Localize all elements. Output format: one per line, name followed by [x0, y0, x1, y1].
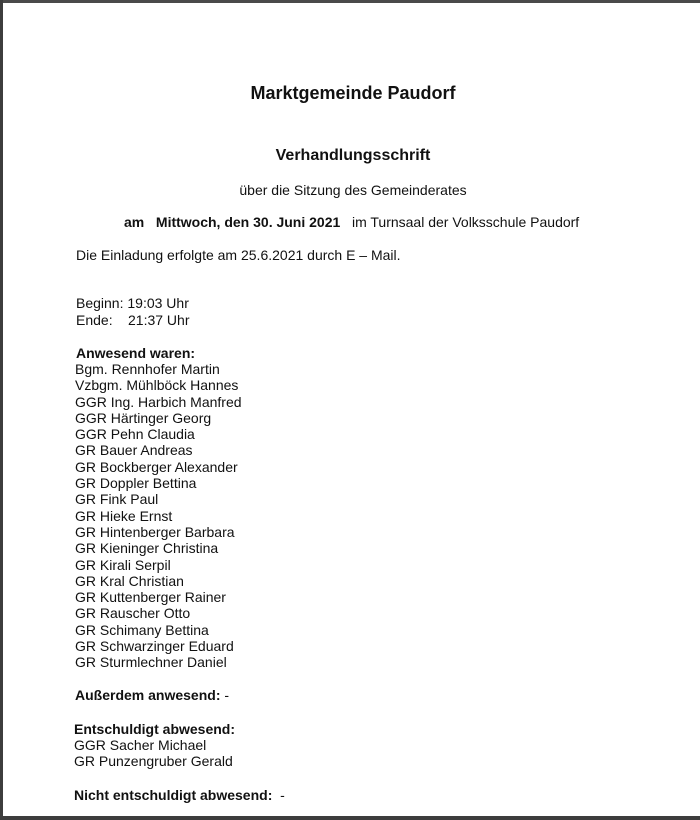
invitation-text: Die Einladung erfolgte am 25.6.2021 durch	[76, 247, 343, 263]
document-page	[3, 3, 700, 816]
list-item: GR Kirali Serpil	[75, 556, 171, 573]
meeting-location: im Turnsaal der Volksschule Paudorf	[351, 214, 580, 230]
list-item: GGR Ing. Harbich Manfred	[75, 393, 242, 410]
meeting-date: Mittwoch, den 30. Juni 2021	[155, 214, 341, 230]
list-item: GR Punzengruber Gerald	[74, 753, 233, 770]
list-item: GR Hintenberger Barbara	[75, 523, 235, 540]
begin-label: Beginn:	[76, 295, 124, 311]
list-item: GR Schwarzinger Eduard	[75, 638, 234, 655]
list-item: GGR Pehn Claudia	[75, 426, 195, 443]
list-item: GR Kral Christian	[75, 572, 184, 589]
list-item: GR Hieke Ernst	[75, 507, 173, 524]
list-item: GR Kieninger Christina	[75, 540, 219, 557]
begin-line	[76, 295, 189, 311]
unexcused-label: Nicht entschuldigt abwesend:	[74, 787, 273, 803]
excused-list	[74, 737, 233, 770]
also-present-label: Außerdem anwesend:	[75, 687, 221, 703]
end-line	[76, 312, 189, 328]
present-list	[75, 361, 242, 671]
invitation-method: E – Mail.	[346, 247, 401, 263]
document-subtitle: über die Sitzung des Gemeinderates	[239, 182, 467, 198]
list-item: GR Schimany Bettina	[75, 621, 209, 638]
window-frame-bottom	[0, 816, 700, 820]
unexcused-value: -	[280, 787, 285, 803]
list-item: GGR Sacher Michael	[74, 737, 207, 753]
excused-heading: Entschuldigt abwesend:	[74, 721, 236, 737]
list-item: GR Bockberger Alexander	[75, 458, 238, 475]
end-label: Ende:	[76, 312, 113, 328]
list-item: Vzbgm. Mühlböck Hannes	[75, 377, 239, 394]
list-item: GR Bauer Andreas	[75, 442, 193, 459]
list-item: GR Kuttenberger Rainer	[75, 589, 226, 606]
list-item: Bgm. Rennhofer Martin	[75, 361, 220, 377]
document-title: Verhandlungsschrift	[275, 147, 431, 164]
begin-time: 19:03 Uhr	[127, 295, 189, 311]
list-item: GR Doppler Bettina	[75, 475, 197, 492]
list-item: GR Rauscher Otto	[75, 605, 191, 622]
list-item: GR Fink Paul	[75, 491, 159, 508]
invitation-line	[76, 247, 401, 263]
municipality-title: Marktgemeinde Paudorf	[250, 83, 456, 103]
present-heading: Anwesend waren:	[76, 345, 196, 361]
meeting-date-line	[124, 214, 579, 230]
also-present-line	[75, 687, 229, 703]
unexcused-line	[74, 787, 285, 803]
end-time: 21:37 Uhr	[128, 312, 190, 328]
date-prefix: am	[124, 214, 145, 230]
also-present-value: -	[224, 687, 230, 703]
list-item: GGR Härtinger Georg	[75, 409, 212, 426]
list-item: GR Sturmlechner Daniel	[75, 654, 227, 671]
